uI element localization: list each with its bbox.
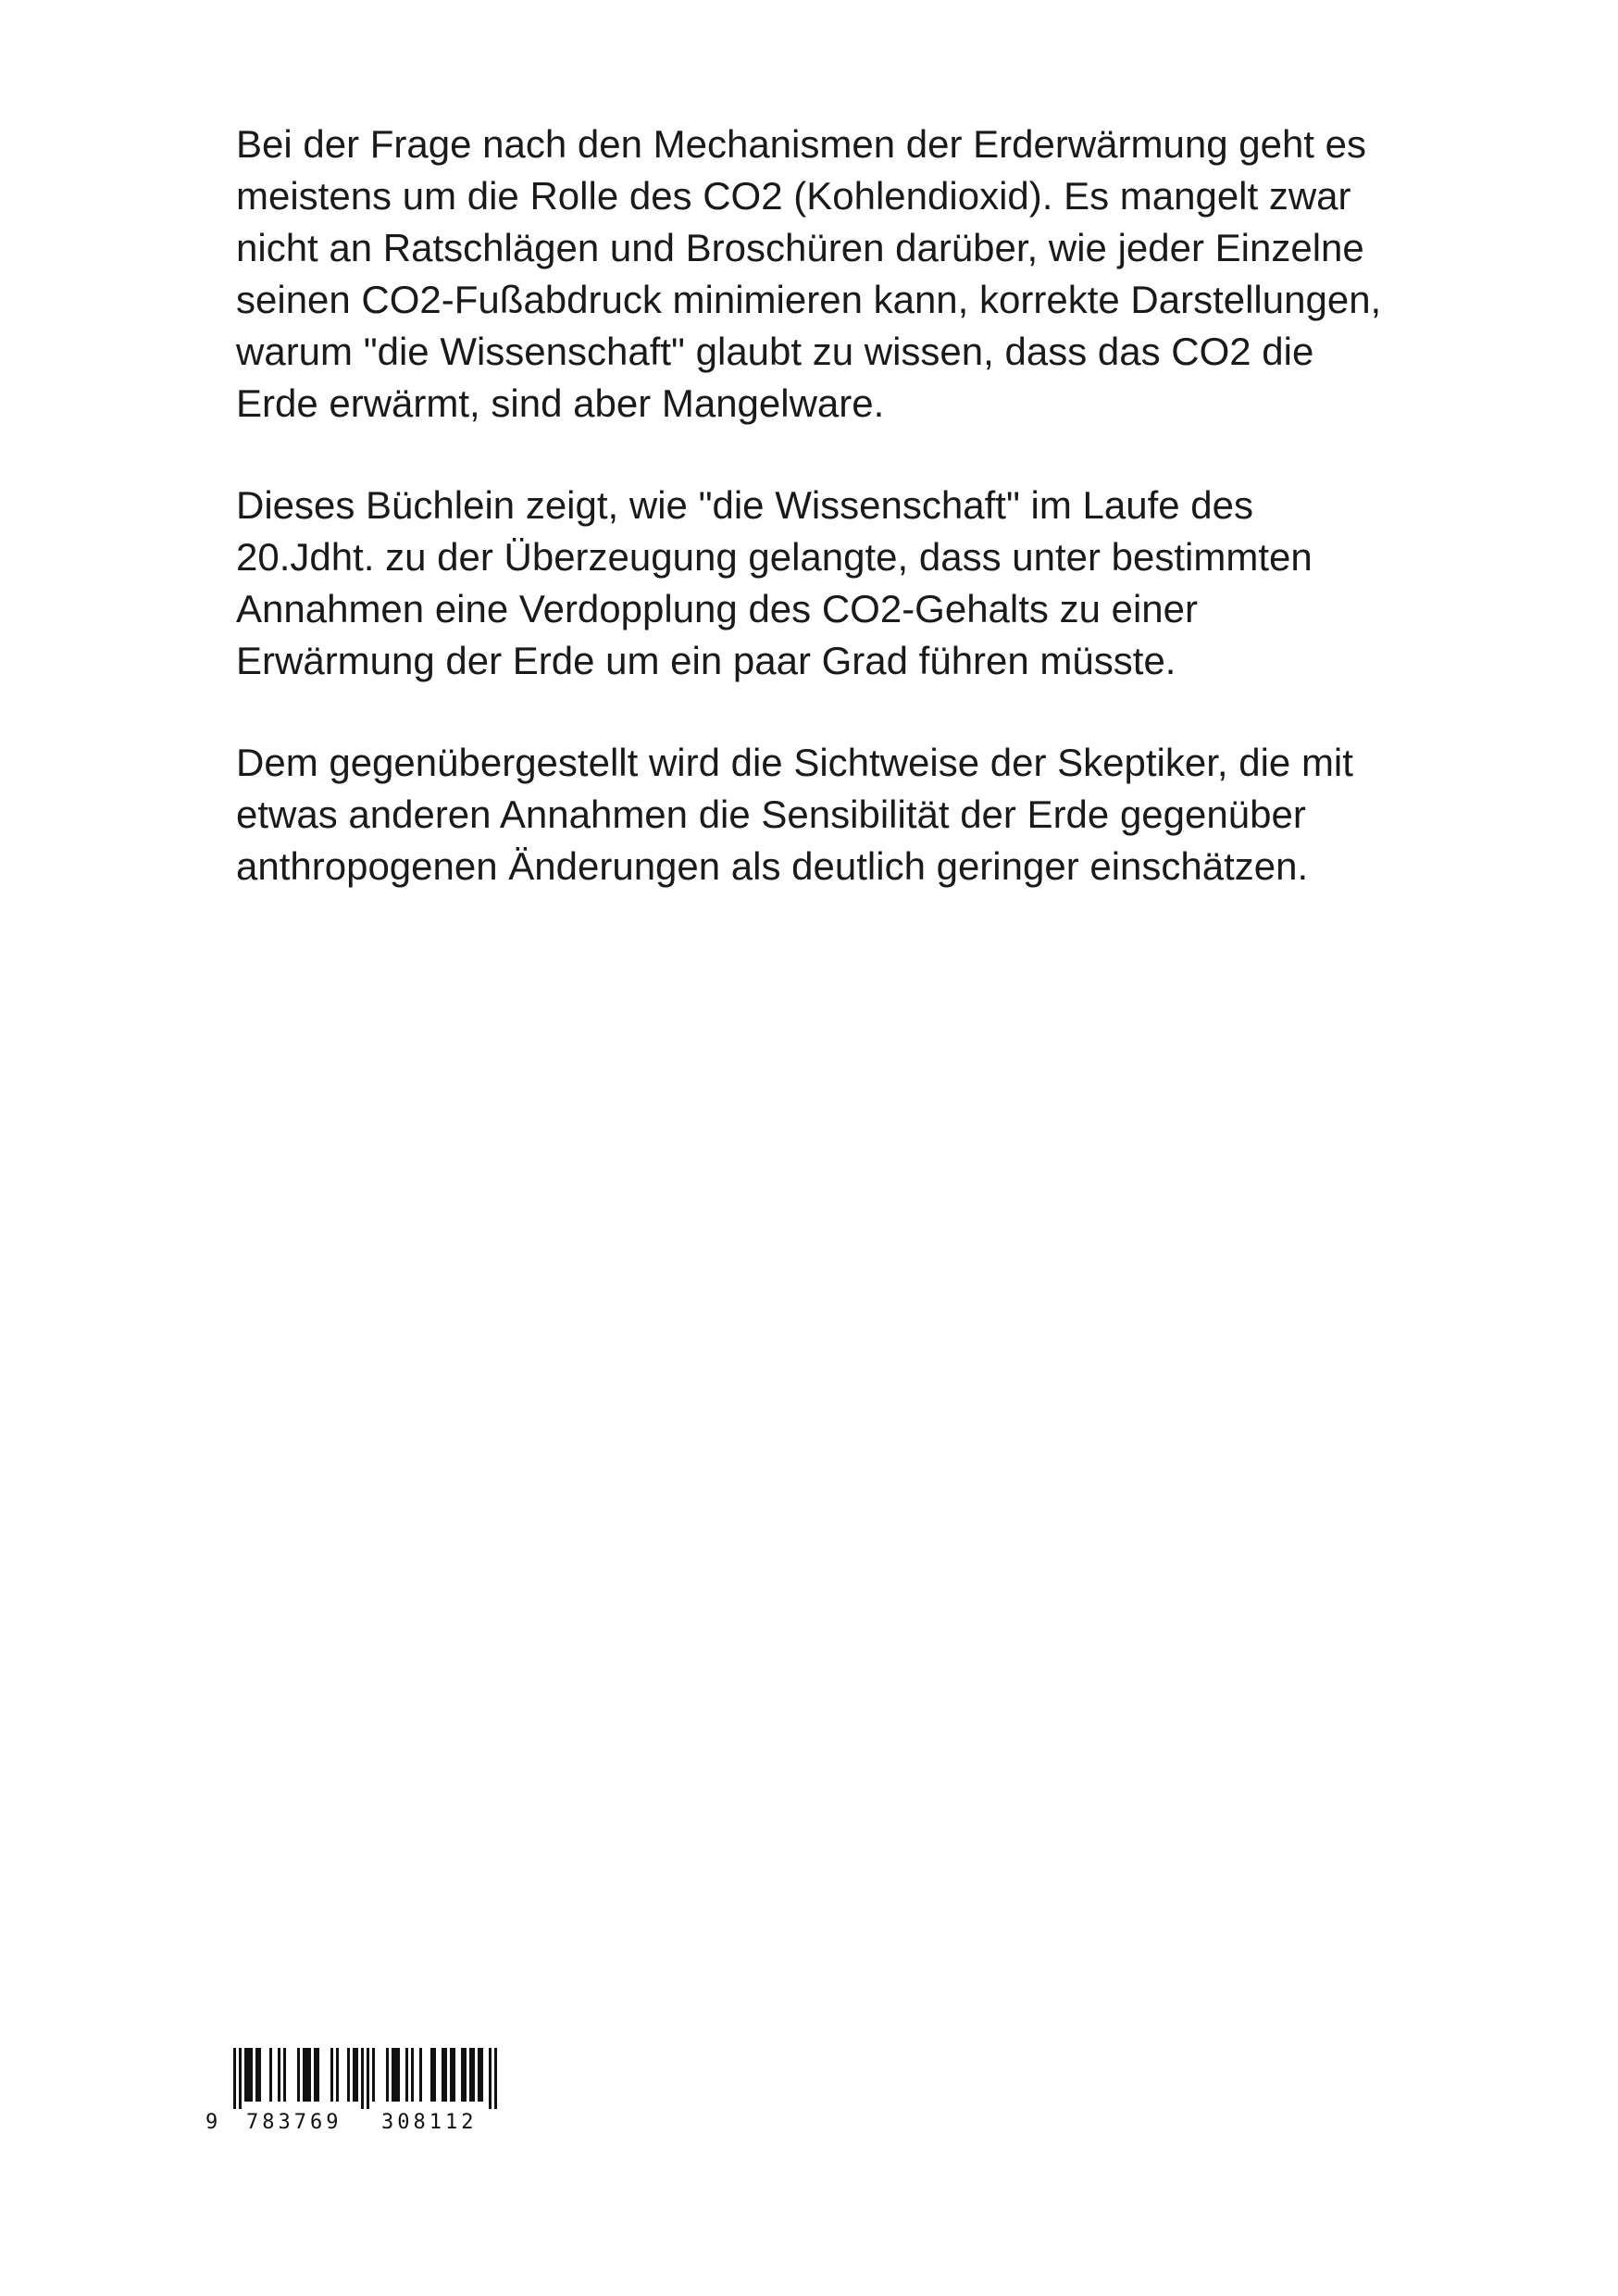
barcode-bar: [450, 2048, 453, 2102]
barcode-bar: [297, 2048, 300, 2102]
barcode-bar: [469, 2048, 472, 2102]
barcode-bar: [314, 2048, 317, 2102]
barcode-bar: [392, 2048, 394, 2102]
barcode-bars-icon: [205, 2048, 520, 2113]
barcode-bar: [305, 2048, 308, 2102]
barcode-bar: [303, 2048, 305, 2102]
barcode-bar: [347, 2048, 350, 2102]
barcode-bar: [330, 2048, 333, 2102]
barcode-bar: [361, 2048, 364, 2109]
barcode-bar: [489, 2048, 492, 2109]
barcode-bar: [278, 2048, 280, 2102]
barcode-bar: [355, 2048, 358, 2102]
barcode-bar: [461, 2048, 464, 2102]
barcode-bar: [444, 2048, 447, 2102]
barcode-bar: [269, 2048, 272, 2102]
barcode-bar: [386, 2048, 389, 2102]
barcode-bar: [250, 2048, 253, 2102]
barcode-bar: [494, 2048, 497, 2109]
barcode-right-group: 308112: [381, 2111, 478, 2134]
barcode-bar: [419, 2048, 422, 2102]
barcode-bar: [247, 2048, 250, 2102]
barcode-bar: [433, 2048, 436, 2102]
barcode-bar: [317, 2048, 319, 2102]
barcode-bar: [411, 2048, 414, 2102]
isbn-barcode: [205, 2048, 520, 2140]
blurb-paragraph-3: Dem gegenübergestellt wird die Sichtweise der Skeptiker, die mit etwas anderen Annahmen die Sensibilität der Erde gegenüber anthropogenen Änderungen als deutlich geringer einschätzen.: [236, 741, 1353, 888]
barcode-bar: [308, 2048, 311, 2102]
barcode-left-group: 783769: [246, 2111, 342, 2134]
barcode-bar: [255, 2048, 258, 2102]
barcode-bar: [239, 2048, 242, 2109]
barcode-bar: [372, 2048, 375, 2102]
barcode-bar: [397, 2048, 400, 2102]
barcode-bar: [480, 2048, 483, 2102]
barcode-digits: [205, 2111, 520, 2139]
barcode-bar: [336, 2048, 339, 2102]
barcode-bar: [367, 2048, 369, 2109]
barcode-bar: [478, 2048, 480, 2102]
barcode-bar: [394, 2048, 397, 2102]
barcode-bar: [244, 2048, 247, 2102]
barcode-bar: [258, 2048, 261, 2102]
barcode-bar: [442, 2048, 444, 2102]
blurb-paragraph-2: Dieses Büchlein zeigt, wie "die Wissenschaft" im Laufe des 20.Jdht. zu der Überzeugung gelangte, dass unter bestimmten Annahmen eine Verdopplung des CO2-Gehalts zu einer Erwärmung der Erde um ein paar Grad führen müsste.: [236, 483, 1313, 682]
blurb-paragraph-1: Bei der Frage nach den Mechanismen der Erderwärmung geht es meistens um die Rolle des CO2 (Kohlendioxid). Es mangelt zwar nicht an Ratschlägen und Broschüren darüber, wie jeder Einzelne seinen CO2-Fußabdruck minimieren kann, korrekte Darstellungen, warum "die Wissenschaft" glaubt zu wissen, dass das CO2 die Erde erwärmt, sind aber Mangelware.: [236, 122, 1382, 425]
barcode-bar: [233, 2048, 236, 2109]
barcode-bar: [472, 2048, 475, 2102]
barcode-first-digit: 9: [205, 2111, 218, 2134]
barcode-bar: [430, 2048, 433, 2102]
barcode-bar: [453, 2048, 455, 2102]
barcode-bar: [464, 2048, 467, 2102]
barcode-bar: [283, 2048, 286, 2102]
barcode-bar: [353, 2048, 355, 2102]
barcode-bar: [405, 2048, 408, 2102]
blurb-text: [236, 119, 1402, 942]
